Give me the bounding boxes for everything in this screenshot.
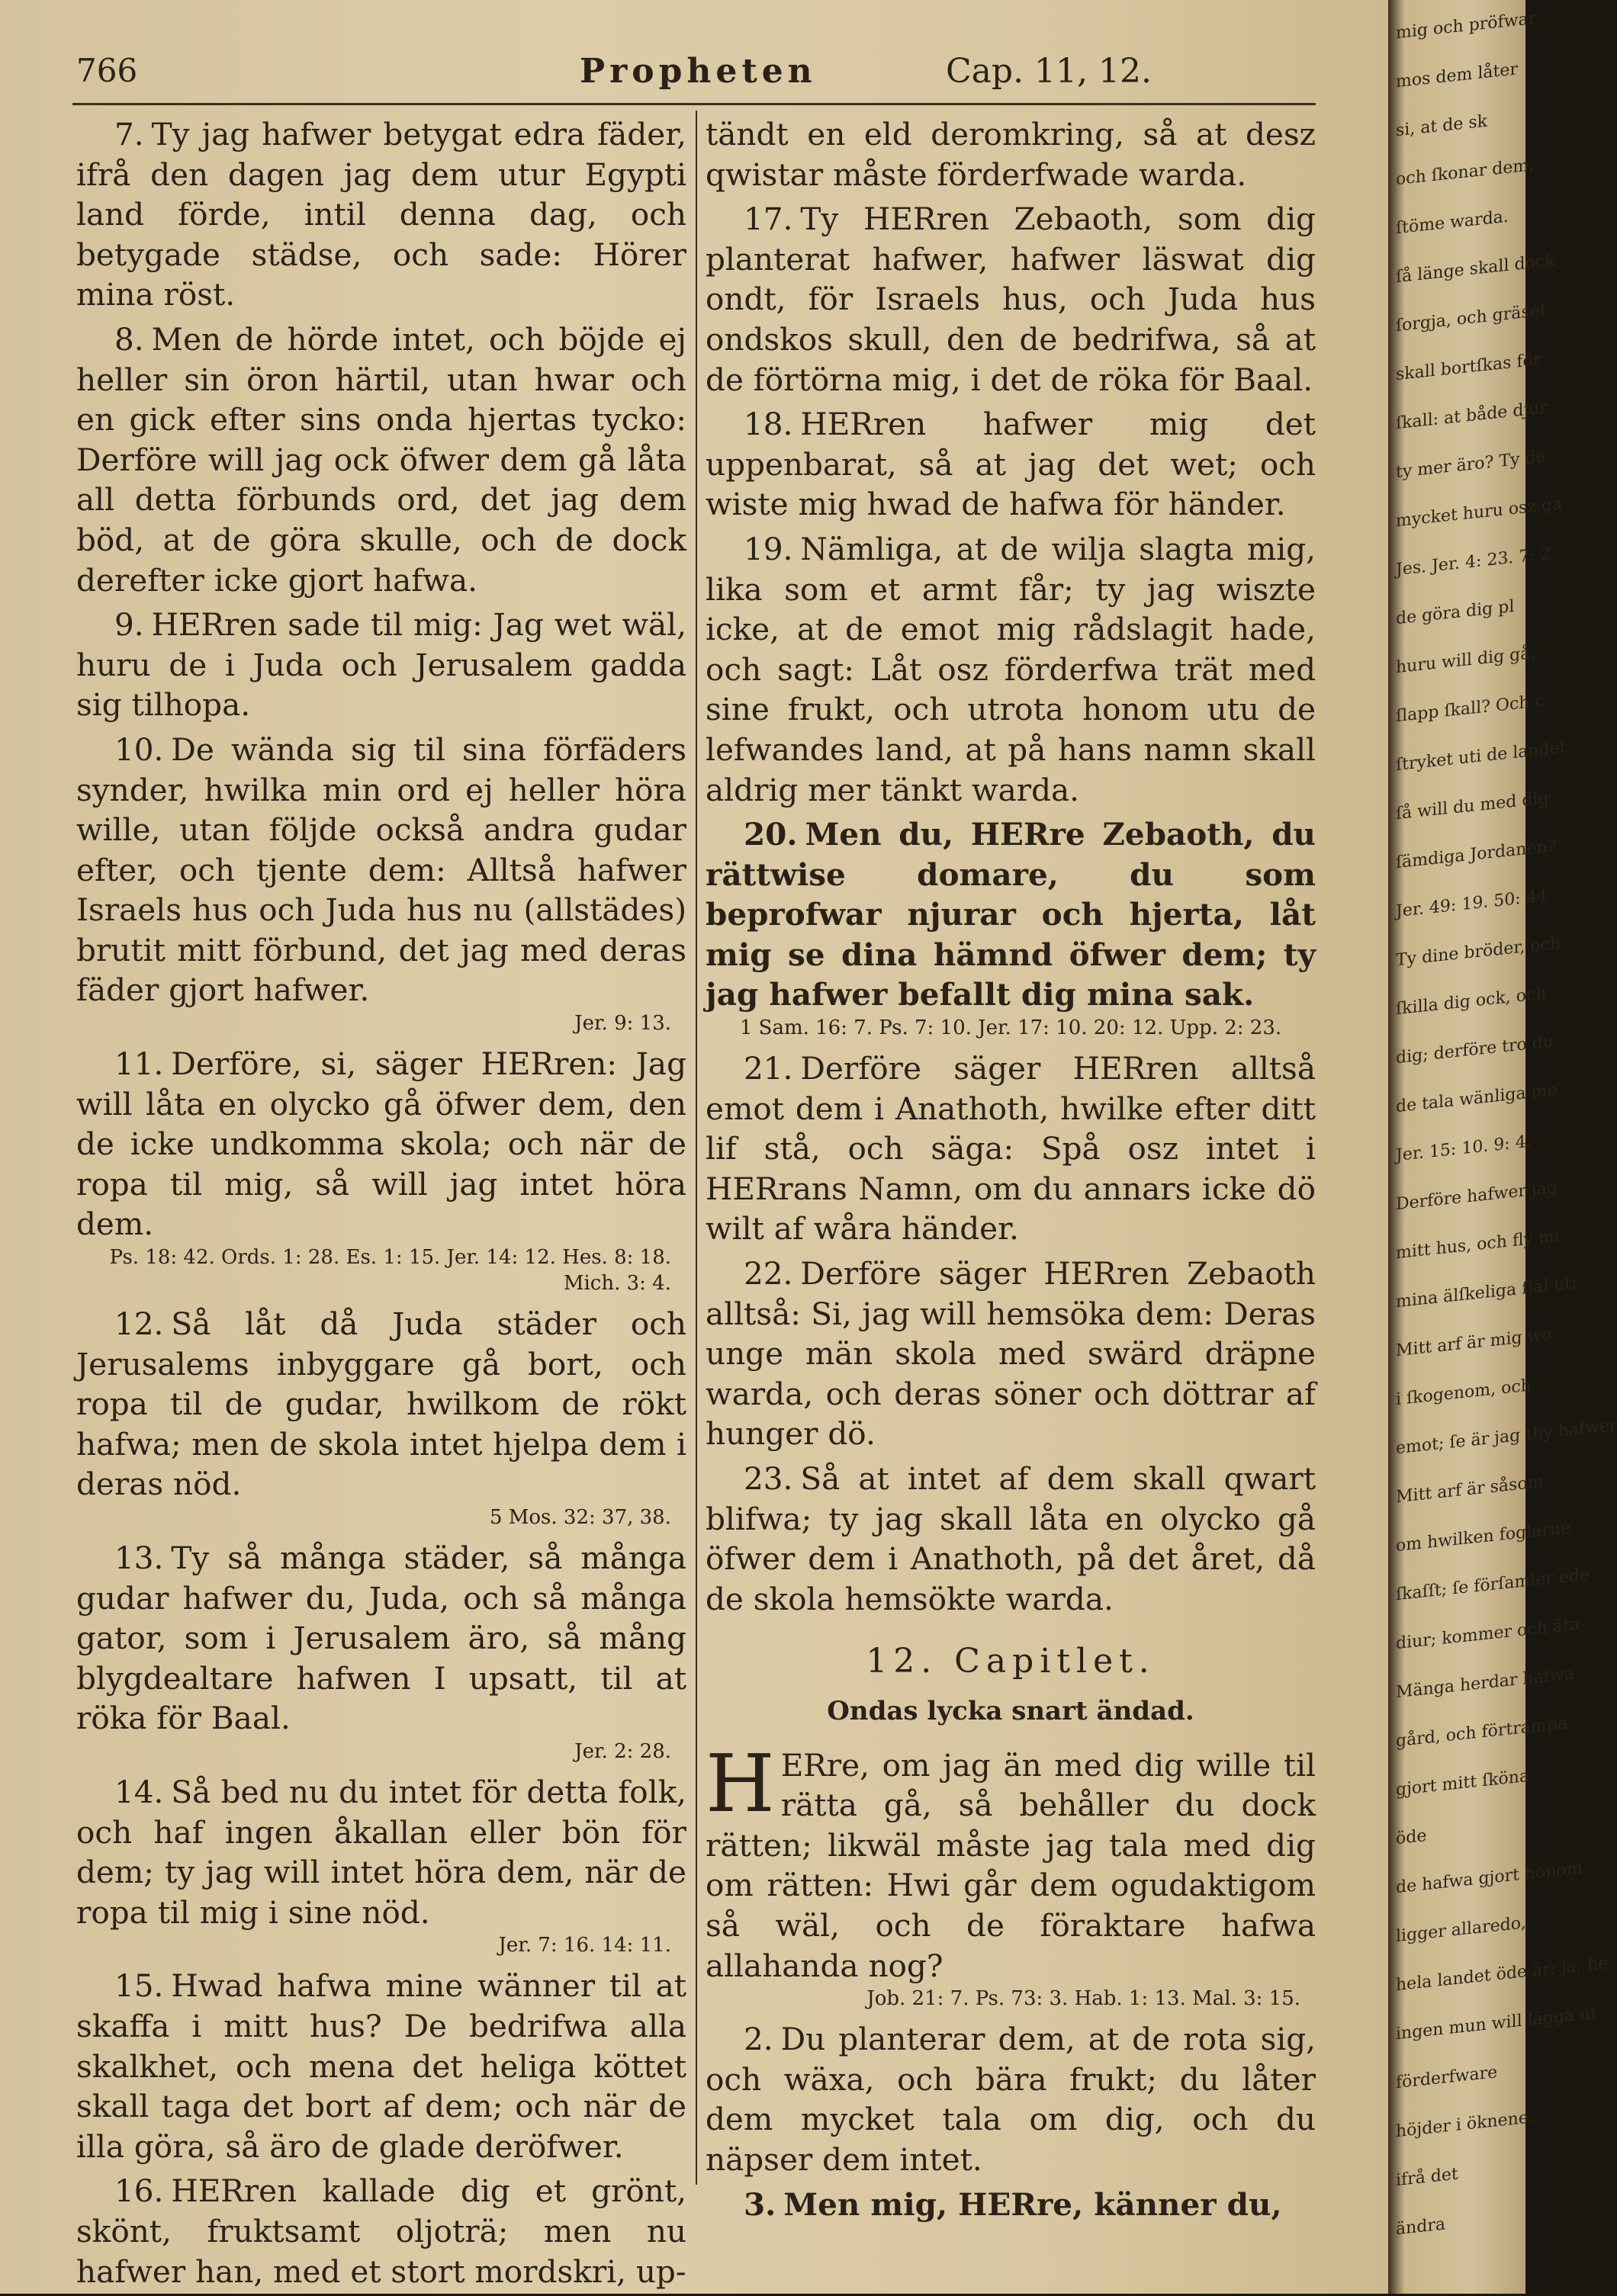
page-header bbox=[76, 52, 1159, 98]
facing-page-line: Derföre hafwer jag bbox=[1396, 1177, 1558, 1215]
verse-number: 23. bbox=[744, 1460, 793, 1497]
verse-number: 7. bbox=[114, 116, 144, 153]
verse-number: 21. bbox=[744, 1050, 793, 1087]
verse-number: 9. bbox=[114, 606, 144, 644]
facing-page-line: ſtryket uti de landet bbox=[1396, 737, 1567, 776]
facing-page-line: de tala wänliga me bbox=[1396, 1080, 1558, 1117]
facing-page-line: skall bortſkas för bbox=[1396, 350, 1541, 385]
verse-number: 14. bbox=[114, 1773, 164, 1810]
verse-text: De wända sig til sina förfäders synder, hwilka min ord ej heller höra wille, utan följde också andra gudar efter, och tjente dem: Alltså hafwer Israels hus och Juda hus nu (allstädes) brutit mitt förbund, det jag med deras fäder gjort hafwer. bbox=[76, 731, 686, 1009]
facing-page-line: Ty dine bröder, och bbox=[1396, 933, 1561, 971]
facing-page-line: om hwilken foglarne bbox=[1396, 1518, 1571, 1556]
verse-number: 12. bbox=[114, 1305, 164, 1343]
verse bbox=[76, 1304, 686, 1504]
cross-reference: 5 Mos. 32: 37, 38. bbox=[489, 1506, 671, 1529]
verse bbox=[706, 2185, 1316, 2225]
facing-page-line: ſämdiga Jordanen? bbox=[1396, 837, 1557, 873]
verse bbox=[706, 1459, 1316, 1619]
verse-text: Men du, HERre Zebaoth, du rättwise domare, du som beprofwar njurar och hjerta, låt mig se dina hämnd öfwer dem; ty jag hafwer befallt dig mina sak. bbox=[706, 816, 1316, 1013]
column-divider bbox=[696, 111, 697, 2185]
verse-number: 13. bbox=[114, 1540, 164, 1576]
facing-page-line: Mänga herdar hafwa bbox=[1396, 1664, 1574, 1703]
facing-page-line: förderfware bbox=[1396, 2063, 1498, 2093]
verse bbox=[76, 320, 686, 600]
cross-reference: Jer. 2: 28. bbox=[574, 1739, 671, 1763]
facing-page-line: öde bbox=[1396, 1826, 1427, 1849]
chapter-heading: 12. Capitlet. bbox=[866, 1642, 1156, 1681]
chapter-reference: Cap. 11, 12. bbox=[946, 52, 1152, 91]
verse-opening bbox=[706, 1736, 1316, 1986]
facing-page-line: ſkall: at både djur bbox=[1396, 398, 1548, 434]
facing-page-line: ſå will du med dig bbox=[1396, 788, 1549, 824]
verse-text: Ty jag hafwer betygat edra fäder, ifrå den dagen jag dem utur Egypti land förde, intil denna dag, och betygade städse, och sade: Hörer mina röst. bbox=[76, 116, 686, 313]
verse bbox=[76, 1044, 686, 1244]
facing-page-line: Jer. 15: 10. 9: 4. bbox=[1396, 1132, 1532, 1166]
cross-reference: Jer. 9: 13. bbox=[574, 1012, 671, 1036]
facing-page-line: ty mer äro? Ty de bbox=[1396, 447, 1546, 483]
verse bbox=[706, 1048, 1316, 1249]
verse-number: 15. bbox=[114, 1967, 164, 2005]
verse-text: Men de hörde intet, och böjde ej heller sin öron härtil, utan hwar och en gick efter sins onda hjertas tycko: Derföre will jag ock öfwer dem gå låta all detta förbunds ord, det jag dem böd, at de göra skulle, och de dock derefter icke gjort hafwa. bbox=[76, 320, 686, 599]
verse-text: Så låt då Juda städer och Jerusalems inbyggare gå bort, och ropa til de gudar, hwilkom de rökt hafwa; men de skola intet hjelpa dem i deras nöd. bbox=[76, 1305, 686, 1503]
facing-page-line: och ſkonar dem, bbox=[1396, 156, 1535, 190]
left-column bbox=[76, 114, 686, 2296]
facing-page-line: dig; derföre tro du bbox=[1396, 1032, 1554, 1068]
verse-number: 20. bbox=[744, 816, 798, 853]
verse-number: 17. bbox=[744, 201, 793, 238]
facing-page-line: mycket huru osz ga bbox=[1396, 494, 1563, 531]
cross-reference: 1 Sam. 16: 7. Ps. 7: 10. Jer. 17: 10. 20: 12. Upp. 2: 23. bbox=[739, 1016, 1282, 1040]
verse bbox=[76, 1772, 686, 1932]
facing-page-line: mitt hus, och fly mi bbox=[1396, 1226, 1560, 1264]
verse-number: 3. bbox=[744, 2185, 776, 2223]
facing-page-line: diur; kommer och äta bbox=[1396, 1614, 1580, 1654]
chapter-summary: Ondas lycka snart ändad. bbox=[827, 1695, 1194, 1726]
facing-page-line: si, at de sk bbox=[1396, 111, 1487, 141]
verse bbox=[76, 605, 686, 725]
facing-page-line: Jer. 49: 19. 50: 44 bbox=[1396, 886, 1548, 922]
verse-text: Ty så många städer, så många gudar hafwer du, Juda, och så många gator, som i Jerusalem äro, så mång blygdealtare hafwen I upsatt, til at röka för Baal. bbox=[76, 1540, 686, 1737]
facing-page-line: ſorgja, och gräset bbox=[1396, 300, 1547, 336]
verse-text: ERre, om jag än med dig wille til rätta gå, så behåller du dock rätten; likwäl måste jag tala med dig om rätten: Hwi går dem ogudaktigom så wäl, och de föraktare hafwa allahanda nog? bbox=[706, 1746, 1316, 1984]
verse bbox=[76, 2171, 686, 2291]
verse bbox=[76, 114, 686, 315]
verse-text: Så at intet af dem skall qwart blifwa; ty jag skall låta en olycko gå öfwer dem i Anathoth, på det året, då de skola hemsökte warda. bbox=[706, 1460, 1316, 1617]
facing-page-line: mina älſkeliga ſjäl uti bbox=[1396, 1273, 1577, 1312]
verse-continuation: tändt en eld deromkring, så at desz qwistar måste förderfwade warda. bbox=[706, 116, 1316, 193]
verse-text: Ty HERren Zebaoth, som dig planterat hafwer, hafwer läswat dig ondt, för Israels hus, och Juda hus ondskos skull, den de bedrifwa, så at de förtörna mig, i det de röka för Baal. bbox=[706, 201, 1316, 398]
cross-reference: Job. 21: 7. Ps. 73: 3. Hab. 1: 13. Mal. 3: 15. bbox=[866, 1987, 1300, 2011]
facing-page-line: i ſkogenom, och bbox=[1396, 1376, 1532, 1410]
verse-number: 19. bbox=[744, 530, 793, 567]
facing-page-line: emot; ſe är jag thy hafwer bbox=[1396, 1415, 1617, 1459]
verse-text: Derföre säger HERren alltså emot dem i Anathoth, hwilke efter ditt lif stå, och säga: Spå osz intet i HERrans Namn, om du annars icke dö wilt af wåra händer. bbox=[706, 1050, 1316, 1248]
verse-number: 10. bbox=[114, 731, 164, 768]
cross-reference: Jer. 7: 16. 14: 11. bbox=[498, 1934, 671, 1957]
facing-page-edge bbox=[1388, 0, 1617, 2294]
verse-text: Derföre, si, säger HERren: Jag will låta en olycko gå öfwer dem, den de icke undkomma skola; och när de ropa til mig, så will jag intet höra dem. bbox=[76, 1045, 686, 1243]
verse bbox=[706, 2019, 1316, 2179]
facing-page-line: Mitt arf är mig wo bbox=[1396, 1325, 1552, 1361]
facing-page-line: mos dem låter bbox=[1396, 59, 1518, 92]
verse bbox=[706, 1254, 1316, 1454]
verse-text: HERren hafwer mig det uppenbarat, så at jag det wet; och wiste mig hwad de hafwa för händer. bbox=[706, 406, 1316, 523]
verse-text: Hwad hafwa mine wänner til at skaffa i mitt hus? De bedrifwa alla skalkhet, och mena det heliga köttet skall taga det bort af dem; och när de illa göra, så äro de glade deröfwer. bbox=[76, 1967, 686, 2165]
facing-page-line: de hafwa gjort honom bbox=[1396, 1858, 1583, 1898]
facing-page-line: höjder i öknene, bbox=[1396, 2108, 1534, 2142]
verse-number: 8. bbox=[114, 320, 144, 358]
cross-reference: Ps. 18: 42. Ords. 1: 28. Es. 1: 15. Jer. 14: 12. Hes. 8: 18. Mich. 3: 4. bbox=[109, 1246, 671, 1296]
facing-page-line: de göra dig pl bbox=[1396, 596, 1515, 629]
facing-page-line: ſkaſſt; ſe förſamler ede bbox=[1396, 1565, 1590, 1605]
page-number: 766 bbox=[76, 52, 138, 89]
facing-page-line: ſtöme warda. bbox=[1396, 207, 1509, 239]
verse-number: 11. bbox=[114, 1045, 164, 1083]
facing-page-line: Jes. Jer. 4: 23. 7: 2 bbox=[1396, 544, 1551, 580]
verse-number: 18. bbox=[744, 406, 793, 443]
facing-page-line: ligger allaredo, bbox=[1396, 1913, 1526, 1947]
right-column bbox=[706, 114, 1316, 2229]
header-rule bbox=[72, 103, 1316, 105]
verse-number: 2. bbox=[744, 2021, 773, 2058]
verse bbox=[706, 199, 1316, 400]
verse bbox=[706, 814, 1316, 1015]
verse-text: Så bed nu du intet för detta folk, och haf ingen åkallan eller bön för dem; ty jag will intet höra dem, när de ropa til mig i sine nöd. bbox=[76, 1773, 686, 1931]
facing-page-line: gjort mitt ſköna bbox=[1396, 1766, 1530, 1800]
facing-page-line: Mitt arf är såsom bbox=[1396, 1472, 1544, 1508]
verse bbox=[76, 1966, 686, 2166]
running-title: Propheten bbox=[580, 52, 817, 91]
verse-text: Derföre säger HERren Zebaoth alltså: Si, jag will hemsöka dem: Deras unge män skola med swärd dräpne warda, och deras söner och döttrar af hunger dö. bbox=[706, 1255, 1316, 1453]
verse bbox=[76, 730, 686, 1010]
facing-page-line: ſå länge skall dock bbox=[1396, 251, 1555, 287]
facing-page-line: ingen mun will lägga ut bbox=[1396, 2003, 1598, 2044]
verse-text: HERren kallade dig et grönt, skönt, fruktsamt oljoträ; men nu hafwer han, med et stort mordskri, up- bbox=[76, 2172, 686, 2290]
verse bbox=[706, 529, 1316, 810]
verse-text: Nämliga, at de wilja slagta mig, lika som et armt får; ty jag wiszte icke, at de emot mig rådslagit hade, och sagt: Låt osz förderfwa trät med sine frukt, och utrota honom utu de lefwandes land, at på hans namn skall aldrig mer tänkt warda. bbox=[706, 530, 1316, 808]
verse-number: 16. bbox=[114, 2172, 164, 2210]
verse bbox=[76, 1538, 686, 1739]
drop-cap: H bbox=[706, 1736, 775, 1830]
facing-page-line: huru will dig gå, bbox=[1396, 643, 1536, 678]
facing-page-line: ändra bbox=[1396, 2214, 1446, 2240]
facing-page-line: gård, och förtrampa bbox=[1396, 1713, 1567, 1752]
facing-page-line: ſkilla dig ock, och bbox=[1396, 984, 1547, 1020]
verse-text: HERren sade til mig: Jag wet wäl, huru de i Juda och Jerusalem gadda sig tilhopa. bbox=[76, 606, 686, 724]
verse-text: Du planterar dem, at de rota sig, och wäxa, och bära frukt; du låter dem mycket tala om dig, och du näpser dem intet. bbox=[706, 2021, 1316, 2178]
verse-number: 22. bbox=[744, 1255, 793, 1293]
facing-page-line: ſlapp ſkall? Och c bbox=[1396, 691, 1545, 727]
verse-text: Men mig, HERre, känner du, bbox=[783, 2185, 1282, 2223]
verse bbox=[706, 404, 1316, 525]
facing-page-line: ifrå det bbox=[1396, 2164, 1458, 2191]
facing-page-line: hela landet öde är; ja, he bbox=[1396, 1953, 1609, 1996]
facing-page-line: mig och pröfwar bbox=[1396, 8, 1537, 43]
